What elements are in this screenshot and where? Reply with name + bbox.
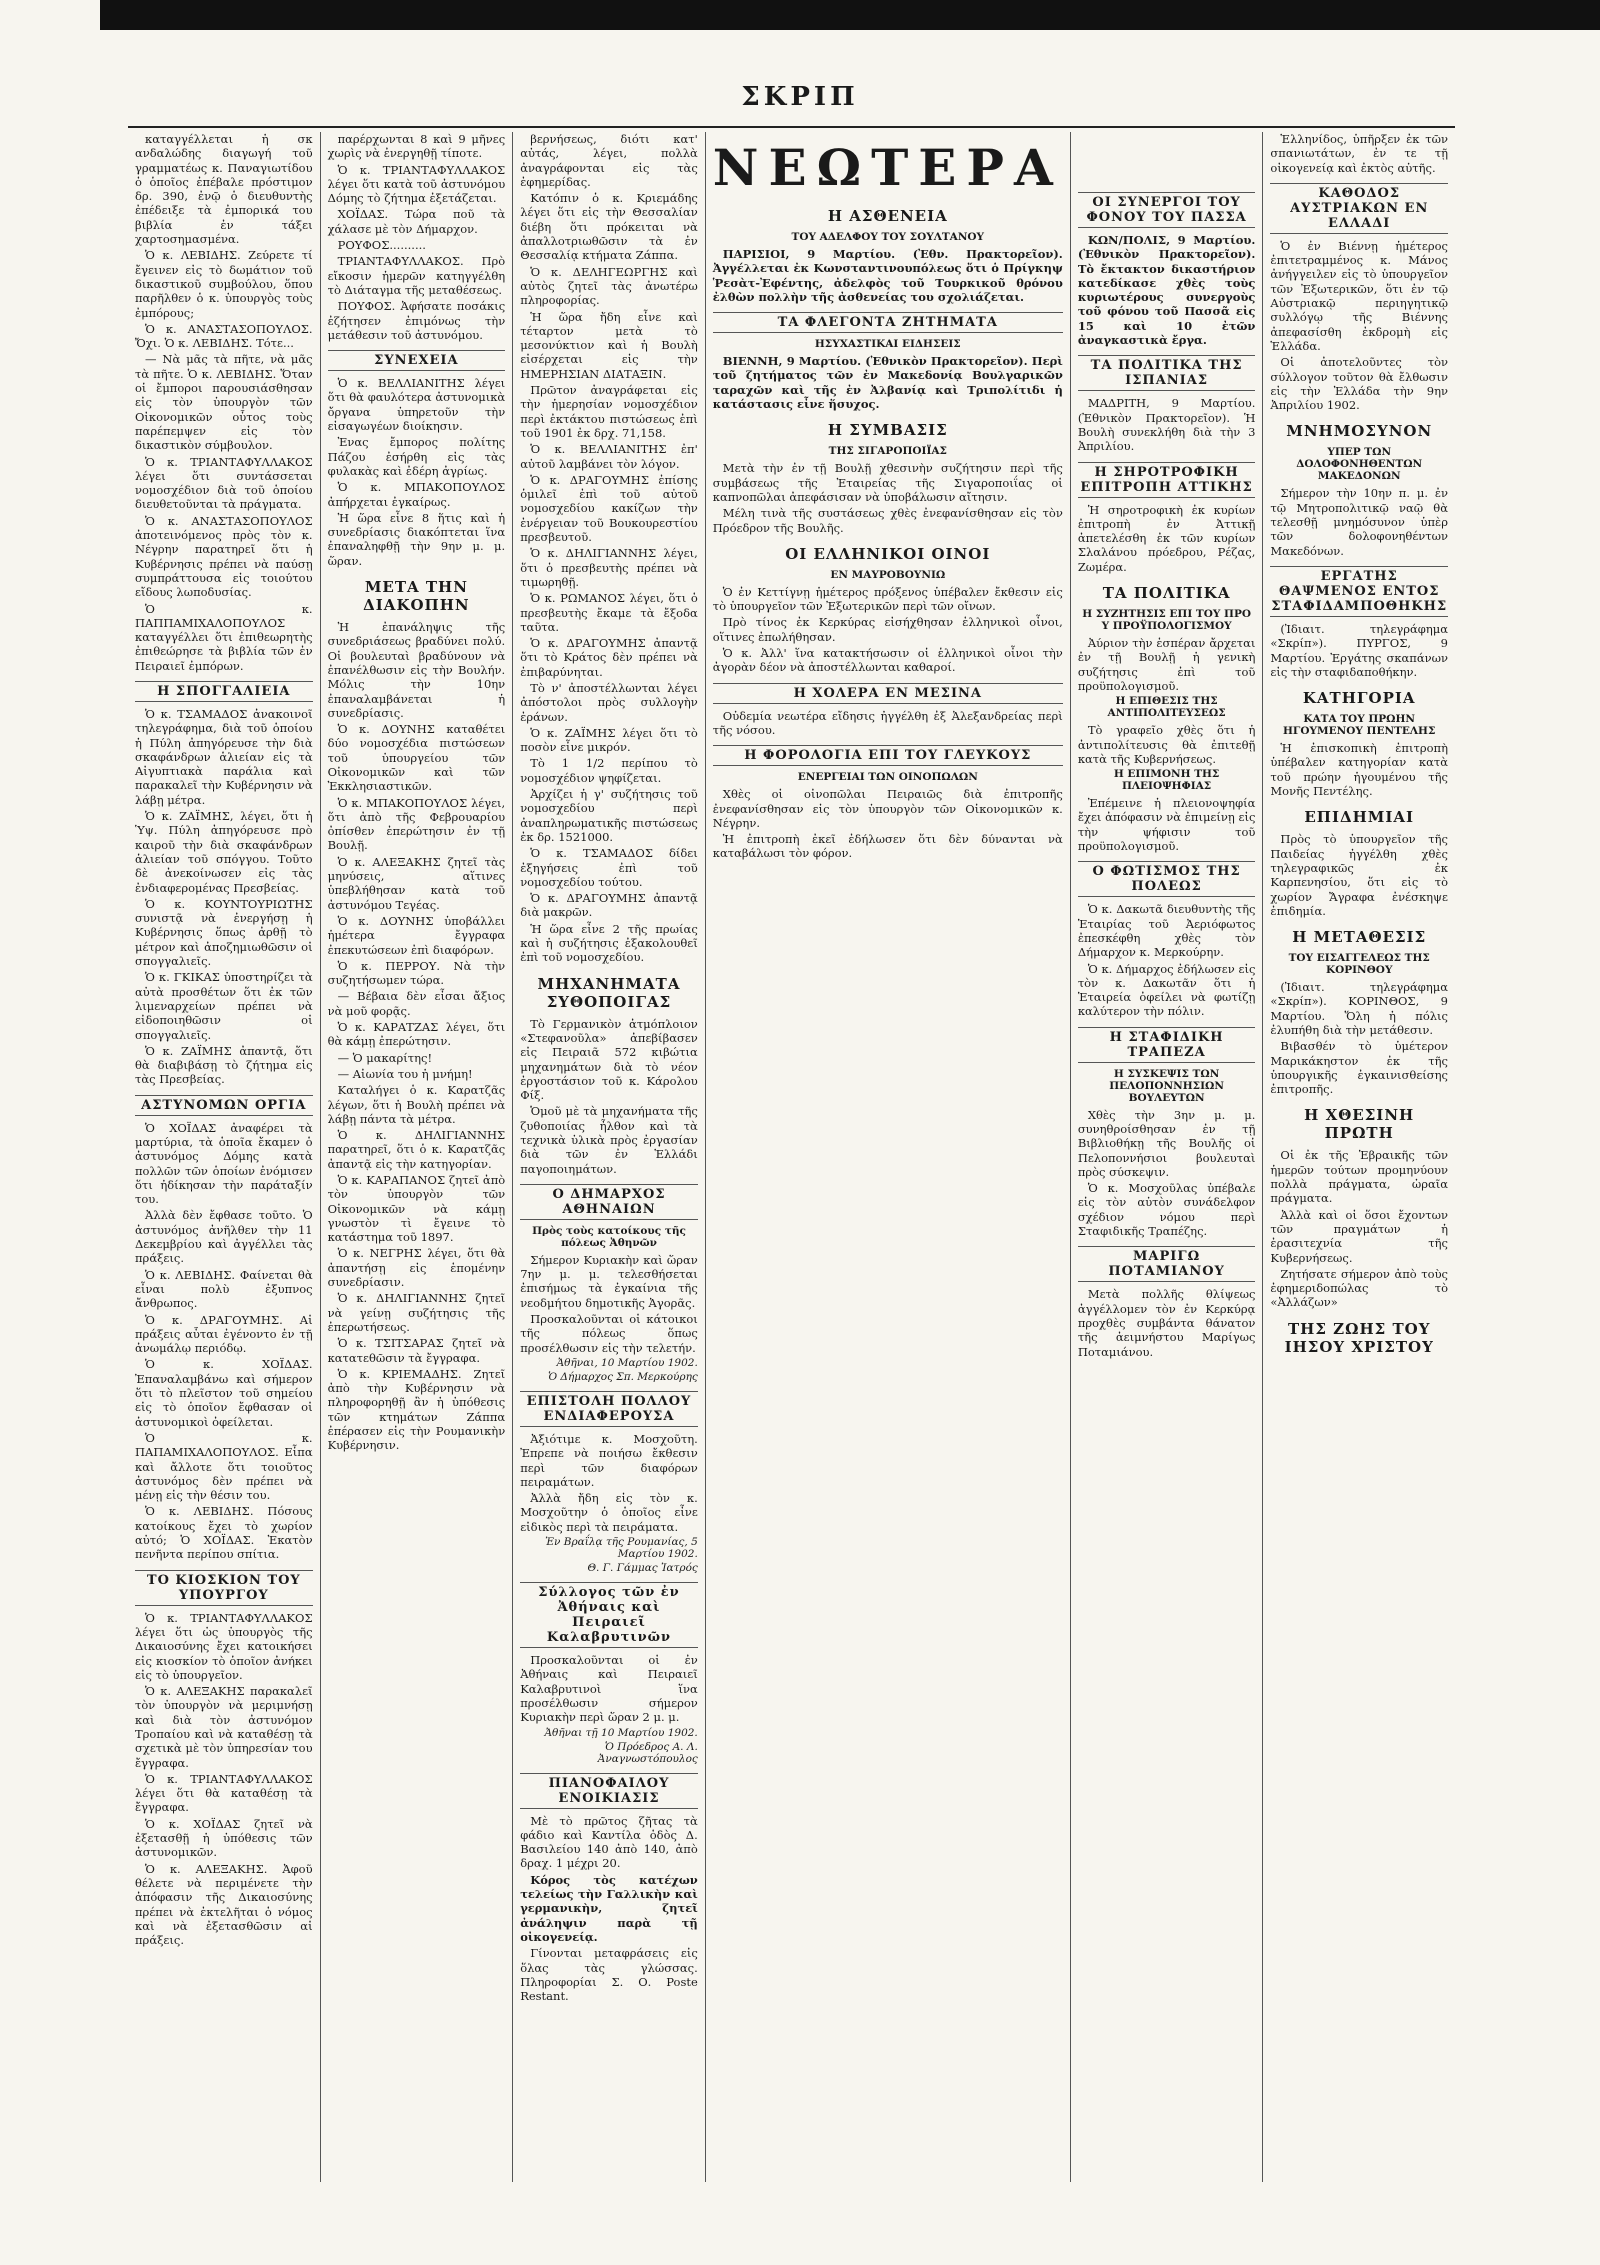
paragraph: Ὁ κ. ΠΑΠΠΑΜΙΧΑΛΟΠΟΥΛΟΣ καταγγέλλει ὅτι ἐπιθεωρητὴς ἐπιθεώρησε τὰ βιβλία τῶν ἐν Πειραιεῖ ἐμπόρων. — [135, 601, 313, 673]
paragraph: Τὸ 1 1/2 περίπου τὸ νομοσχέδιον ψηφίζεται. — [520, 756, 698, 785]
section-heading: Ο ΦΩΤΙΣΜΟΣ ΤΗΣ ΠΟΛΕΩΣ — [1078, 861, 1256, 897]
paragraph: Ὁ κ. ΤΣΑΜΑΔΟΣ δίδει ἐξηγήσεις ἐπὶ τοῦ νομοσχεδίου τούτου. — [520, 846, 698, 889]
paragraph: — Βέβαια δὲν εἶσαι ἄξιος νὰ μοῦ φορᾷς. — [327, 989, 506, 1018]
section-heading: ΜΗΧΑΝΗΜΑΤΑ ΣΥΘΟΠΟΙΓΑΣ — [537, 974, 681, 1011]
paragraph: Πρὸ τίνος ἐκ Κερκύρας εἰσήχθησαν ἑλληνικοὶ οἶνοι, οἵτινες ἐπωλήθησαν. — [712, 615, 1063, 644]
subheading: ΚΑΤΑ ΤΟΥ ΠΡΩΗΝ ΗΓΟΥΜΕΝΟΥ ΠΕΝΤΕΛΗΣ — [1283, 713, 1436, 738]
paragraph: Ὁ κ. ΝΕΓΡΗΣ λέγει, ὅτι θὰ ἀπαντήσῃ εἰς ἑπομένην συνεδρίασιν. — [327, 1246, 506, 1290]
paragraph: Βιβασθέν τὸ ὑμέτερον Μαρικάκηστον ἐκ τῆς ὑπουργικῆς ἐγκαινισθείσης ἐπιτροπῆς. — [1270, 1039, 1448, 1097]
section-heading: ΕΠΙΣΤΟΛΗ ΠΟΛΛΟΥ ΕΝΔΙΑΦΕΡΟΥΣΑ — [520, 1391, 698, 1427]
subheading: Πρὸς τοὺς κατοίκους τῆς πόλεως Ἀθηνῶν — [532, 1224, 686, 1249]
paragraph: Πρὸς τὸ ὑπουργεῖον τῆς Παιδείας ἠγγέλθη χθὲς τηλεγραφικῶς ἐκ Καρπενησίου, ὅτι εἰς τὸ χωρίον Ἄγραφα ἐνέσκηψε ἐπιδημία. — [1270, 832, 1448, 918]
paragraph: Μέλη τινὰ τῆς συστάσεως χθὲς ἐνεφανίσθησαν εἰς τὸν Πρόεδρον τῆς Βουλῆς. — [712, 506, 1063, 535]
dateline: Ἐν Βραΐλᾳ τῆς Ρουμανίας, 5 Μαρτίου 1902. — [545, 1536, 698, 1561]
paragraph: Χθὲς οἱ οἰνοπῶλαι Πειραιῶς διὰ ἐπιτροπῆς ἐνεφανίσθησαν εἰς τὸν ὑπουργὸν τῶν Οἰκονομικῶν κ. Νέγρην. — [712, 787, 1063, 830]
paragraph: Οὐδεμία νεωτέρα εἴδησις ἠγγέλθη ἐξ Ἀλεξανδρείας περὶ τῆς νόσου. — [712, 708, 1063, 737]
section-heading: ΤΑ ΦΛΕΓΟΝΤΑ ΖΗΤΗΜΑΤΑ — [713, 312, 1063, 333]
paragraph: Ὁ κ. ΑΛΕΞΑΚΗΣ ζητεῖ τὰς μηνύσεις, αἵτινες ὑπεβλήθησαν κατὰ τοῦ ἀστυνόμου Τεγέας. — [327, 854, 506, 912]
paragraph: Ἀλλὰ ἤδη εἰς τὸν κ. Μοσχοῦτην ὁ ὁποῖος εἶνε εἰδικὸς περὶ τὰ πειράματα. — [520, 1491, 698, 1534]
section-heading: Η ΣΤΑΦΙΔΙΚΗ ΤΡΑΠΕΖΑ — [1078, 1027, 1256, 1063]
columns — [128, 132, 1455, 2182]
paragraph: (Ἰδιαιτ. τηλεγράφημα «Σκρίπ»). ΠΥΡΓΟΣ, 9 Μαρτίου. Ἐργάτης σκαπάνων εἰς τὴν σταφιδαποθήκην. — [1270, 621, 1448, 679]
paragraph: Ὁ κ. ΧΟΪΔΑΣ ζητεῖ νὰ ἐξετασθῇ ἡ ὑπόθεσις τῶν ἀστυνομικῶν. — [135, 1816, 313, 1860]
paragraph: Ὁ κ. ΜΠΑΚΟΠΟΥΛΟΣ λέγει, ὅτι ἀπὸ τῆς Φεβρουαρίου ὀπίσθεν ἐπερώτησιν ἐν τῇ Βουλῇ. — [327, 795, 506, 853]
paragraph: Ὁ κ. ΠΕΡΡΟΥ. Νὰ τὴν συζητήσωμεν τώρα. — [327, 958, 506, 988]
paragraph: Μετὰ πολλῆς θλίψεως ἀγγέλλομεν τὸν ἐν Κερκύρᾳ προχθὲς συμβάντα θάνατον τῆς ἀειμνήστου Μαρίγως Ποταμιάνου. — [1077, 1287, 1256, 1359]
paragraph: ΒΙΕΝΝΗ, 9 Μαρτίου. (Ἐθνικὸν Πρακτορεῖον). Περὶ τοῦ ζητήματος τῶν ἐν Μακεδονίᾳ Βουλγαρικῶν ταραχῶν καὶ τῆς ἐν Ἀλβανίᾳ καὶ Τριπολίτιδι ἡ κατάστασις εἶνε ἥσυχος. — [712, 354, 1063, 412]
paragraph: Ὁ ΧΟΪΔΑΣ ἀναφέρει τὰ μαρτύρια, τὰ ὁποῖα ἔκαμεν ὁ ἀστυνόμος Δόμης κατὰ πολλῶν τῶν ὁποίων ἐνόμισεν ὅτι ἠδίκησαν τὴν παράταξίν του. — [135, 1120, 313, 1207]
paragraph: Ὁ κ. ΑΝΑΣΤΑΣΟΠΟΥΛΟΣ. Ὄχι. Ὁ κ. ΛΕΒΙΔΗΣ. Τότε... — [135, 321, 313, 351]
paragraph: Οἱ ἀποτελοῦντες τὸν σύλλογον τοῦτον θὰ ἔλθωσιν εἰς τὴν Ἑλλάδα τὴν 9ην Ἀπριλίου 1902. — [1270, 355, 1448, 413]
paragraph: Ἡ ἐπισκοπικὴ ἐπιτροπὴ ὑπέβαλεν κατηγορίαν κατὰ τοῦ πρώην ἡγουμένου τῆς Μονῆς Πεντέλης. — [1270, 741, 1448, 799]
section-heading: Η ΣΠΟΓΓΑΛΙΕΙΑ — [135, 681, 313, 702]
header-rule — [128, 126, 1455, 128]
subheading: ΕΝ ΜΑΥΡΟΒΟΥΝΙΩ — [830, 568, 946, 581]
paragraph: ΠΟΥΦΟΣ. Ἀφήσατε ποσάκις ἐζήτησεν ἐπιμόνως τὴν μετάθεσιν τοῦ ἀστυνόμου. — [327, 299, 506, 342]
paragraph: Ἡ ὥρα εἶνε 2 τῆς πρωίας καὶ ἡ συζήτησις ἐξακολουθεῖ ἐπὶ τοῦ νομοσχεδίου. — [520, 921, 698, 965]
section-heading: ΜΕΤΑ ΤΗΝ ΔΙΑΚΟΠΗΝ — [363, 578, 470, 615]
section-heading: ΤΑ ΠΟΛΙΤΙΚΑ ΤΗΣ ΙΣΠΑΝΙΑΣ — [1078, 355, 1256, 391]
section-heading: ΕΡΓΑΤΗΣ ΘΑΨΜΕΝΟΣ ΕΝΤΟΣ ΣΤΑΦΙΔΑΜΠΟΘΗΚΗΣ — [1270, 566, 1448, 617]
paragraph: Ὁ κ. ΒΕΛΛΙΑΝΙΤΗΣ ἐπ' αὐτοῦ λαμβάνει τὸν λόγον. — [520, 442, 698, 471]
section-heading: ΜΝΗΜΟΣΥΝΟΝ — [1286, 422, 1433, 441]
paragraph: βερνήσεως, διότι κατ' αὐτάς, λέγει, πολλὰ ἀναγράφονται εἰς τὰς ἐφημερίδας. — [520, 132, 698, 189]
section-heading: ΚΑΤΗΓΟΡΙΑ — [1302, 689, 1416, 708]
subheading: Η ΕΠΙΜΟΝΗ ΤΗΣ ΠΛΕΙΟΨΗΦΙΑΣ — [1113, 768, 1220, 793]
paragraph: Προσκαλοῦνται οἱ ἐν Ἀθήναις καὶ Πειραιεῖ Καλαβρυτινοὶ ἵνα προσέλθωσιν σήμερον Κυριακὴν περὶ ὥραν 2 μ. μ. — [520, 1653, 698, 1725]
section-heading: Η ΧΟΛΕΡΑ ΕΝ ΜΕΣΙΝΑ — [713, 683, 1063, 704]
paragraph: Ὁ κ. ΑΝΑΣΤΑΣΟΠΟΥΛΟΣ ἀποτεινόμενος πρὸς τὸν κ. Νέγρην παρατηρεῖ ὅτι ἡ Κυβέρνησις πρέπει νὰ παύσῃ συμπράττουσα εἰς τοιούτου εἴδους λωποδυσίας. — [135, 513, 313, 600]
paragraph: (Ἰδιαιτ. τηλεγράφημα «Σκρίπ»). ΚΟΡΙΝΘΟΣ, 9 Μαρτίου. Ὅλη ἡ πόλις ἐλυπήθη διὰ τὴν μετάθεσιν. — [1270, 980, 1448, 1037]
paragraph: Ὁ κ. ΤΡΙΑΝΤΑΦΥΛΛΑΚΟΣ λέγει ὅτι κατὰ τοῦ ἀστυνόμου Δόμης τὸ ζήτημα ἐξετάζεται. — [327, 162, 506, 206]
section-heading: Σύλλογος τῶν ἐν Ἀθήναις καὶ Πειραιεῖ Καλαβρυτινῶν — [520, 1582, 698, 1648]
signature: Θ. Γ. Γάμμας Ἰατρός — [587, 1562, 698, 1575]
paragraph: ΤΡΙΑΝΤΑΦΥΛΛΑΚΟΣ. Πρὸ εἴκοσιν ἡμερῶν κατηγγέλθη τὸ Διάταγμα τῆς μεταθέσεως. — [327, 254, 506, 297]
column-6 — [1263, 132, 1455, 2182]
paragraph: Ὁ κ. ΑΛΕΞΑΚΗΣ παρακαλεῖ τὸν ὑπουργὸν νὰ μεριμνήσῃ καὶ διὰ τὸν ἀστυνόμον Τροπαίου καὶ νὰ καταθέσῃ τὰ σχετικὰ μὲ τὸν ὑπηρεσίαν του ἔγγραφα. — [135, 1684, 313, 1770]
paragraph: Ἡ ὥρα εἶνε 8 ἥτις καὶ ἡ συνεδρίασις διακόπτεται ἵνα ἐπαναληφθῇ τὴν 9ην μ. μ. ὥραν. — [327, 510, 506, 568]
paragraph: Ὁ κ. ΚΑΡΑΤΖΑΣ λέγει, ὅτι θὰ κάμῃ ἐπερώτησιν. — [327, 1020, 506, 1049]
paragraph: Ἀλλὰ δὲν ἔφθασε τοῦτο. Ὁ ἀστυνόμος ἀνῆλθεν τὴν 11 Δεκεμβρίου καὶ ἀγγέλλει τὰς πράξεις. — [135, 1208, 313, 1266]
paragraph: Ἡ ἐπιτροπὴ ἐκεῖ ἐδήλωσεν ὅτι δὲν δύνανται νὰ καταβάλωσι τὸν φόρον. — [712, 832, 1063, 861]
paragraph: Τὸ ν' ἀποστέλλωνται λέγει ἀπόστολοι πρὸς συλλογὴν ἐράνων. — [520, 680, 698, 724]
paragraph: — Νὰ μᾶς τὰ πῆτε, νὰ μᾶς τὰ πῆτε. Ὁ κ. ΛΕΒΙΔΗΣ. Ὅταν οἱ ἔμποροι παρουσιάσθησαν εἰς τὸν ὑπουργὸν τῶν Οἰκονομικῶν οὗτος τοὺς παρέπεμψεν εἰς τὸν δικαστικὸν σύμβουλον. — [135, 352, 313, 453]
news-title: ΝΕΩΤΕΡΑ — [712, 138, 1063, 197]
section-heading: Η ΧΘΕΣΙΝΗ ΠΡΩΤΗ — [1304, 1106, 1415, 1143]
paragraph: Ζητήσατε σήμερον ἀπὸ τοὺς ἐφημεριδοπώλας τὸ «Ἀλλάζων» — [1270, 1266, 1448, 1310]
paragraph: καταγγέλλεται ἡ σκ ανδαλώδης διαγωγή τοῦ γραμματέως κ. Παναγιωτίδου ὁ ὁποῖος ἐπέβαλε πρόστιμον δρ. 390, ἐνῷ ὁ διευθυντὴς ἐπέδειξε τὰ ἐμπορικά του βιβλία ἐν τάξει χαρτοσημασμένα. — [135, 132, 313, 247]
paragraph: Ὁ κ. ΛΕΒΙΔΗΣ. Φαίνεται θὰ εἶναι πολὺ ἐξυπνος ἄνθρωπος. — [135, 1267, 313, 1311]
section-heading: ΤΑ ΠΟΛΙΤΙΚΑ — [1102, 584, 1231, 603]
paragraph: Ὁ κ. ΤΡΙΑΝΤΑΦΥΛΛΑΚΟΣ λέγει ὅτι συντάσσεται νομοσχέδιον διὰ τοῦ ὁποίου διευθετοῦνται τὰ πράγματα. — [135, 454, 313, 512]
dateline: Ἀθῆναι τῇ 10 Μαρτίου 1902. — [544, 1726, 698, 1739]
paragraph: Μὲ τὸ πρῶτος ζῆτας τὰ φάδιο καὶ Καντίλα ὁδὸς Δ. Βασιλείου 140 ἀπὸ 140, ἀπὸ δραχ. 1 μέχρι 20. — [520, 1813, 698, 1871]
paragraph: παρέρχωνται 8 καὶ 9 μῆνες χωρὶς νὰ ἐνεργηθῇ τίποτε. — [327, 132, 506, 161]
paragraph: Ὁ ἐν Βιέννῃ ἡμέτερος ἐπιτετραμμένος κ. Μάνος ἀνήγγειλεν εἰς τὸ ὑπουργεῖον τῶν Ἐξωτερικῶν, ὅτι ἐν τῷ Αὐστριακῷ περιηγητικῷ συλλόγῳ τῆς Βιέννης ἀπεφασίσθη ἐκδρομὴ εἰς Ἑλλάδα. — [1270, 238, 1448, 353]
section-heading: ΚΑΘΟΔΟΣ ΑΥΣΤΡΙΑΚΩΝ ΕΝ ΕΛΛΑΔΙ — [1270, 183, 1448, 234]
paragraph: Ὁ κ. ΠΑΠΑΜΙΧΑΛΟΠΟΥΛΟΣ. Εἶπα καὶ ἄλλοτε ὅτι τοιοῦτος ἀστυνόμος δὲν πρέπει νὰ μένῃ εἰς τὴν θέσιν του. — [135, 1430, 313, 1503]
section-heading: ΤΟ ΚΙΟΣΚΙΟΝ ΤΟΥ ΥΠΟΥΡΓΟΥ — [135, 1570, 313, 1606]
signature: Ὁ Πρόεδρος Α. Λ. Ἀναγνωστόπουλος — [597, 1740, 698, 1765]
paragraph: Ὁ κ. ΓΚΙΚΑΣ ὑποστηρίζει τὰ αὐτὰ προσθέτων ὅτι ἐκ τῶν λιμεναρχείων πρέπει νὰ εἰδοποιηθῶσιν οἱ σπογγαλιεῖς. — [135, 970, 313, 1042]
paragraph: Μετὰ τὴν ἐν τῇ Βουλῇ χθεσινὴν συζήτησιν περὶ τῆς συμβάσεως τῆς Ἑταιρείας τῆς Σιγαροποιΐας οἱ καπνοπῶλαι ἀπεφάσισαν νὰ ὑποβάλωσιν αἴτησιν. — [712, 461, 1063, 504]
section-heading: ΜΑΡΙΓΩ ΠΟΤΑΜΙΑΝΟΥ — [1078, 1246, 1256, 1282]
paragraph: Προσκαλοῦνται οἱ κάτοικοι τῆς πόλεως ὅπως προσέλθωσιν εἰς τὴν τελετήν. — [520, 1312, 698, 1355]
paragraph: Ὁ κ. ΔΟΥΝΗΣ ὑποβάλλει ἡμέτερα ἔγγραφα ἐπεκυτώσεων ἐπὶ διαφόρων. — [327, 913, 506, 957]
paragraph: Ὁ κ. ΔΡΑΓΟΥΜΗΣ ἀπαντᾷ ὅτι τὸ Κράτος δὲν πρέπει νὰ ἐπιβαρύνηται. — [520, 636, 698, 679]
paragraph: Ἀξιότιμε κ. Μοσχοῦτη. Ἐπρεπε νὰ ποιήσω ἔκθεσιν περὶ τῶν διαφόρων πειραμάτων. — [520, 1431, 698, 1489]
paragraph: Ὁ κ. ΔΗΛΙΓΙΑΝΝΗΣ λέγει, ὅτι ὁ πρεσβευτὴς πρέπει νὰ τιμωρηθῇ. — [520, 546, 698, 589]
section-heading: Η ΣΗΡΟΤΡΟΦΙΚΗ ΕΠΙΤΡΟΠΗ ΑΤΤΙΚΗΣ — [1078, 462, 1256, 498]
paragraph: Ὁ κ. ΔΡΑΓΟΥΜΗΣ. Αἱ πράξεις αὗται ἐγένοντο ἐν τῇ ἀνωμάλῳ περιόδῳ. — [135, 1312, 313, 1356]
paragraph: Ἑλληνίδος, ὑπῆρξεν ἐκ τῶν σπανιωτάτων, ἐν τε τῇ οἰκογενείᾳ καὶ ἐκτὸς αὐτῆς. — [1270, 132, 1448, 175]
paragraph: Ὁ κ. ΔΟΥΝΗΣ καταθέτει δύο νομοσχέδια πιστώσεων τοῦ ὑπουργείου τῶν Οἰκονομικῶν καὶ τῶν Ἐκκλησιαστικῶν. — [327, 722, 506, 794]
column-4 — [706, 132, 1071, 2182]
paragraph: Ἀλλὰ καὶ οἱ ὅσοι ἔχοντων τῶν πραγμάτων ἡ ἐρασιτεχνία τῆς Κυβερνήσεως. — [1270, 1207, 1448, 1265]
paragraph: Ὁ κ. Δακωτᾶ διευθυντὴς τῆς Ἑταιρίας τοῦ Ἀεριόφωτος ἐπεσκέφθη χθὲς τὸν Δήμαρχον κ. Μερκούρην. — [1077, 902, 1256, 960]
paragraph: Ὁ κ. ΤΡΙΑΝΤΑΦΥΛΛΑΚΟΣ λέγει ὅτι θὰ καταθέσῃ τὰ ἔγγραφα. — [135, 1771, 313, 1815]
paragraph: Ὁ κ. ΚΡΙΕΜΑΔΗΣ. Ζητεῖ ἀπὸ τὴν Κυβέρνησιν νὰ πληροφορηθῇ ἂν ἡ ὑπόθεσις τῶν κτημάτων Ζάππα ἐπέρασεν εἰς τὴν Ρουμανικὴν Κυβέρνησιν. — [327, 1366, 506, 1453]
paragraph: Ὁ κ. ΛΕΒΙΔΗΣ. Ζεύρετε τί ἔγεινεν εἰς τὸ δωμάτιον τοῦ δικαστικοῦ συμβούλου, ὅπου παρῆλθεν ὁ κ. ὑπουργὸς τοὺς ἐμπόρους; — [135, 248, 313, 320]
paragraph: Γίνονται μεταφράσεις εἰς ὅλας τὰς γλώσσας. Πληροφορίαι Σ. Ο. Poste Restant. — [520, 1946, 698, 2004]
masthead: ΣΚΡΙΠ — [741, 82, 859, 112]
section-heading: ΠΙΑΝΟΦΑΙΛΟΥ ΕΝΟΙΚΙΑΣΙΣ — [520, 1773, 698, 1809]
section-heading: ΤΗΣ ΖΩΗΣ ΤΟΥ ΙΗΣΟΥ ΧΡΙΣΤΟΥ — [1284, 1319, 1434, 1356]
paragraph: Ἡ ἐπανάληψις τῆς συνεδριάσεως βραδύνει πολύ. Οἱ βουλευταὶ βραδύνουν νὰ ἐπανέλθωσιν εἰς τὴν Βουλήν. Μόλις τὴν 10ην ἐπαναλαμβάνεται ἡ συνεδρίασις. — [327, 620, 506, 720]
section-heading: ΟΙ ΣΥΝΕΡΓΟΙ ΤΟΥ ΦΟΝΟΥ ΤΟΥ ΠΑΣΣΑ — [1078, 192, 1256, 228]
column-2 — [321, 132, 514, 2182]
section-heading: ΕΠΙΔΗΜΙΑΙ — [1304, 808, 1415, 827]
paragraph: Ἐπέμεινε ἡ πλειονοψηφία ἔχει ἀπόφασιν νὰ ἐπιμείνῃ εἰς τὴν ψήφισιν τοῦ προϋπολογισμοῦ. — [1077, 796, 1256, 854]
paragraph: Ὁ κ. Μοσχοῦλας ὑπέβαλε εἰς τὸν αὐτὸν συνάδελφον σχέδιον νόμου περὶ Σταφιδικῆς Τραπέζης. — [1077, 1181, 1256, 1239]
column-1 — [128, 132, 321, 2182]
paragraph: Ἐνας ἔμπορος πολίτης Πάζου ἐσήρθη εἰς τὰς φυλακὰς καὶ ἐδέρη ἀγρίως. — [327, 435, 506, 478]
paragraph: Καταλήγει ὁ κ. Καρατζᾶς λέγων, ὅτι ἡ Βουλὴ πρέπει νὰ λάβῃ πάντα τὰ μέτρα. — [327, 1083, 506, 1126]
paragraph: Ὁ κ. ΑΛΕΞΑΚΗΣ. Ἀφοῦ θέλετε νὰ περιμένετε τὴν ἀπόφασιν τῆς Δικαιοσύνης πρέπει νὰ ἐκτελῆται ὁ νόμος καὶ νὰ ἐξετασθῶσιν αἱ πράξεις. — [135, 1861, 313, 1948]
paragraph: Ὁ κ. ΜΠΑΚΟΠΟΥΛΟΣ ἀπήρχεται ἐγκαίρως. — [327, 480, 506, 509]
paragraph: ΡΟΥΦΟΣ.......... — [337, 238, 426, 253]
paragraph: Ὁ κ. ΖΑΪΜΗΣ ἀπαντᾷ, ὅτι θὰ διαβιβάσῃ τὸ ζήτημα εἰς τὰς Πρεσβείας. — [135, 1043, 313, 1087]
paragraph: Ὁ κ. ΚΑΡΑΠΑΝΟΣ ζητεῖ ἀπὸ τὸν ὑπουργὸν τῶν Οἰκονομικῶν νὰ κάμῃ γνωστὸν τὶ ἔγεινε τὸ κατάστημα τοῦ 1897. — [327, 1173, 506, 1245]
subheading: ΤΟΥ ΕΙΣΑΓΓΕΛΕΩΣ ΤΗΣ ΚΟΡΙΝΘΟΥ — [1288, 952, 1430, 977]
paragraph: Σήμερον Κυριακὴν καὶ ὥραν 7ην μ. μ. τελεσθήσεται ἐπισήμως τὰ ἐγκαίνια τῆς νεοδμήτου δημοτικῆς Ἀγορᾶς. — [520, 1252, 698, 1310]
subheading: ΕΝΕΡΓΕΙΑΙ ΤΩΝ ΟΙΝΟΠΩΛΩΝ — [797, 771, 978, 784]
subheading: ΤΟΥ ΑΔΕΛΦΟΥ ΤΟΥ ΣΟΥΛΤΑΝΟΥ — [791, 231, 985, 243]
paragraph: Ὁ ἐν Κεττίγνῃ ἡμέτερος πρόξενος ὑπέβαλεν ἔκθεσιν εἰς τὸ ὑπουργεῖον τῶν Ἐξωτερικῶν περὶ τῶν οἴνων. — [712, 584, 1063, 614]
paragraph: Ὁ κ. ΖΑΪΜΗΣ, λέγει, ὅτι ἡ Ὑψ. Πύλη ἀπηγόρευσε πρὸ καιροῦ τὴν διὰ σκαφάνδρων ἁλιείαν τοῦ σπόγγου. Τοῦτο δὲ ἀνεκοίνωσεν εἰς τὰς ἐνδιαφερομένας Πρεσβείας. — [135, 809, 313, 895]
section-heading: Ο ΔΗΜΑΡΧΟΣ ΑΘΗΝΑΙΩΝ — [520, 1184, 698, 1220]
signature: Ὁ Δήμαρχος Σπ. Μερκούρης — [548, 1370, 698, 1383]
paragraph: Σήμερον τὴν 10ην π. μ. ἐν τῷ Μητροπολιτικῷ ναῷ θὰ τελεσθῇ μνημόσυνον ὑπὲρ τῶν δολοφονηθέντων Μακεδόνων. — [1270, 486, 1448, 558]
dateline: Ἀθῆναι, 10 Μαρτίου 1902. — [556, 1356, 698, 1369]
paragraph: Ἡ ὥρα ἤδη εἶνε καὶ τέταρτον μετὰ τὸ μεσονύκτιον καὶ ἡ Βουλὴ εἰσέρχεται εἰς τὴν ΗΜΕΡΗΣΙΑΝ ΔΙΑΤΑΞΙΝ. — [520, 309, 698, 381]
section-heading: Η ΑΣΘΕΝΕΙΑ — [827, 207, 948, 225]
section-heading: ΑΣΤΥΝΟΜΩΝ ΟΡΓΙΑ — [135, 1095, 313, 1116]
paragraph: Τὸ Γερμανικὸν ἀτμόπλοιον «Στεφανοῦλα» ἀπεβίβασεν εἰς Πειραιᾶ 572 κιβώτια μηχανημάτων διὰ τὸ νέον ἐργοστάσιον τοῦ κ. Κάρολου Φίξ. — [520, 1016, 698, 1103]
paragraph: Ὁ κ. Ἀλλ' ἵνα κατακτήσωσιν οἱ ἑλληνικοὶ οἶνοι τὴν ἀγορὰν δέον νὰ ἀποστέλλωνται καθαροί. — [712, 646, 1063, 675]
section-heading: ΟΙ ΕΛΛΗΝΙΚΟΙ ΟΙΝΟΙ — [785, 544, 991, 563]
paragraph: ΜΑΔΡΙΤΗ, 9 Μαρτίου. (Ἐθνικὸν Πρακτορεῖον). Ἡ Βουλὴ συνεκλήθη διὰ τὴν 3 Ἀπριλίου. — [1077, 396, 1256, 454]
paragraph: Ὁ κ. ΔΡΑΓΟΥΜΗΣ ἀπαντᾷ διὰ μακρῶν. — [520, 891, 698, 920]
paragraph: Ὁ κ. Δήμαρχος ἐδήλωσεν εἰς τὸν κ. Δακωτᾶν ὅτι ἡ Ἑταιρεία ὀφείλει νὰ φωτίζῃ καλύτερον τὴν πόλιν. — [1077, 961, 1256, 1019]
column-5 — [1071, 132, 1264, 2182]
paragraph: — Ὁ μακαρίτης! — [337, 1050, 433, 1065]
subheading: ΤΗΣ ΣΙΓΑΡΟΠΟΙΪΑΣ — [828, 445, 947, 458]
paragraph: ΠΑΡΙΣΙΟΙ, 9 Μαρτίου. (Ἐθν. Πρακτορεῖον). Ἀγγέλλεται ἐκ Κωνσταντινουπόλεως ὅτι ὁ Πρίγκηψ Ῥεσὰτ-Ἐφέντης, ἀδελφὸς τοῦ Τουρκικοῦ θρόνου ἐλθὼν πολλὴν τῆς ἀσθενείας του σχολιάζεται. — [712, 247, 1063, 304]
paragraph: Πρῶτον ἀναγράφεται εἰς τὴν ἡμερησίαν νομοσχέδιον περὶ ἐκτάκτου πιστώσεως ἐπὶ τοῦ 1901 ἐκ δρχ. 71,158. — [520, 383, 698, 440]
paragraph: Ὁ κ. ΧΟΪΔΑΣ. Ἐπαναλαμβάνω καὶ σήμερον ὅτι τὸ πλεῖστον τοῦ σημείου εἰς τὸ ὁποῖον ἔφθασαν οἱ ἀστυνομικοὶ ὀφείλεται. — [135, 1357, 313, 1429]
paragraph: Ὁ κ. ΤΣΑΜΑΔΟΣ ἀνακοινοῖ τηλεγράφημα, διὰ τοῦ ὁποίου ἡ Πύλη ἀπηγόρευσε τὴν διὰ σκαφάνδρων ἁλιείαν εἰς τὰ Αἰγυπτιακὰ παράλια καὶ παρακαλεῖ τὴν Κυβέρνησιν νὰ λάβῃ μέτρα. — [135, 706, 313, 807]
paragraph: Κατόπιν ὁ κ. Κριεμάδης λέγει ὅτι εἰς τὴν Θεσσαλίαν διέβη ὅτι πρόκειται νὰ ἀπαλλοτριωθῶσιν τὰ ἐν Θεσσαλίᾳ κτήματα Ζάππα. — [520, 191, 698, 263]
paragraph: Ὁ κ. ΔΡΑΓΟΥΜΗΣ ἐπίσης ὁμιλεῖ ἐπὶ τοῦ αὐτοῦ νομοσχεδίου κακίζων τὴν ἐνέργειαν τοῦ Βουκουρεστίου πρεσβευτοῦ. — [520, 472, 698, 545]
paragraph: ΧΟΪΔΑΣ. Τώρα ποῦ τὰ χάλασε μὲ τὸν Δήμαρχον. — [327, 207, 506, 236]
paragraph: Ὁ κ. ΖΑΪΜΗΣ λέγει ὅτι τὸ ποσὸν εἶνε μικρόν. — [520, 725, 698, 755]
paragraph: — Αἰωνία του ἡ μνήμη! — [337, 1066, 473, 1081]
paragraph: Ἡ σηροτροφικὴ ἐκ κυρίων ἐπιτροπὴ ἐν Ἀττικῇ ἀπετελέσθη ἐκ τῶν κυρίων Σλαλάνου πρόεδρου, Ρέζας, Ζωμέρα. — [1077, 502, 1256, 574]
subheading: ΗΣΥΧΑΣΤΙΚΑΙ ΕΙΔΗΣΕΙΣ — [814, 338, 961, 351]
paragraph: Ὁ κ. ΤΡΙΑΝΤΑΦΥΛΛΑΚΟΣ λέγει ὅτι ὡς ὑπουργὸς τῆς Δικαιοσύνης ἔχει κατοικήσει εἰς κιοσκίον τὸ ὁποῖον ἀνήκει εἰς τὸ ὑπουργεῖον. — [135, 1610, 313, 1682]
paragraph: ΚΩΝ/ΠΟΛΙΣ, 9 Μαρτίου. (Ἐθνικὸν Πρακτορεῖον). Τὸ ἔκτακτον δικαστήριον κατεδίκασε χθὲς τοὺς κυριωτέρους συνεργοὺς τοῦ φόνου τοῦ Πασσᾶ εἰς 15 καὶ 10 ἐτῶν ἀναγκαστικὰ ἔργα. — [1077, 233, 1256, 348]
column-3 — [513, 132, 706, 2182]
paragraph: Ὁ κ. ΔΕΛΗΓΕΩΡΓΗΣ καὶ αὐτὸς ζητεῖ τὰς ἀνωτέρω πληροφορίας. — [520, 264, 698, 308]
top-scan-bar — [100, 0, 1600, 30]
paragraph: Κόρος τὸς κατέχων τελείως τὴν Γαλλικὴν καὶ γερμανικὴν, ζητεῖ ἀνάληψιν παρὰ τῇ οἰκογενείᾳ. — [520, 1872, 698, 1944]
paragraph: Ὁ κ. ΛΕΒΙΔΗΣ. Πόσους κατοίκους ἔχει τὸ χωρίον αὐτό; Ὁ ΧΟΪΔΑΣ. Ἑκατὸν πενῆντα περίπου σπίτια. — [135, 1504, 313, 1562]
section-heading: Η ΜΕΤΑΘΕΣΙΣ — [1292, 928, 1427, 947]
paragraph: Ὁ κ. ΔΗΛΙΓΙΑΝΝΗΣ παρατηρεῖ, ὅτι ὁ κ. Καρατζᾶς ἀπαντᾷ εἰς τὴν κατηγορίαν. — [327, 1128, 506, 1171]
subheading: Η ΕΠΙΘΕΣΙΣ ΤΗΣ ΑΝΤΙΠΟΛΙΤΕΥΣΕΩΣ — [1107, 695, 1226, 720]
section-heading: Η ΦΟΡΟΛΟΓΙΑ ΕΠΙ ΤΟΥ ΓΛΕΥΚΟΥΣ — [713, 745, 1063, 766]
subheading: ΥΠΕΡ ΤΩΝ ΔΟΛΟΦΟΝΗΘΕΝΤΩΝ ΜΑΚΕΔΟΝΩΝ — [1296, 446, 1423, 483]
subheading: Η ΣΥΖΗΤΗΣΙΣ ΕΠΙ ΤΟΥ ΠΡΟ Υ ΠΡΟΫΠΟΛΟΓΙΣΜΟΥ — [1082, 608, 1251, 633]
paragraph: Ὁμοῦ μὲ τὰ μηχανήματα τῆς ζυθοποιίας ἦλθον καὶ τὰ τεχνικὰ ὑλικὰ πρὸς ἐργασίαν διὰ τῶν ἐν Ἑλλάδι παγοποιημάτων. — [520, 1104, 698, 1176]
paragraph: Ὁ κ. ΔΗΛΙΓΙΑΝΝΗΣ ζητεῖ νὰ γείνῃ συζήτησις τῆς ἐπερωτήσεως. — [327, 1291, 506, 1334]
paragraph: Ὁ κ. ΚΟΥΝΤΟΥΡΙΩΤΗΣ συνιστᾷ νὰ ἐνεργήσῃ ἡ Κυβέρνησις ὅπως ἀρθῇ τὸ μέτρον καὶ ἀποζημιωθῶσιν οἱ σπογγαλιεῖς. — [135, 896, 313, 969]
subheading: Η ΣΥΣΚΕΨΙΣ ΤΩΝ ΠΕΛΟΠΟΝΝΗΣΙΩΝ ΒΟΥΛΕΥΤΩΝ — [1109, 1067, 1224, 1104]
paragraph: Ὁ κ. ΤΣΙΤΣΑΡΑΣ ζητεῖ νὰ κατατεθῶσιν τὰ ἔγγραφα. — [327, 1336, 506, 1365]
paragraph: Ὁ κ. ΒΕΛΛΙΑΝΙΤΗΣ λέγει ὅτι θὰ φαυλότερα ἀστυνομικὰ ὄργανα ὑπηρετοῦν τὴν εἰσαγωγέων διοίκησιν. — [327, 376, 506, 434]
paragraph: Οἱ ἐκ τῆς Ἑβραικῆς τῶν ἡμερῶν τούτων προμηνύουν πολλὰ πράγματα, ὡραῖα πράγματα. — [1270, 1148, 1448, 1206]
paragraph: Τὸ γραφεῖο χθὲς ὅτι ἡ ἀντιπολίτευσις θὰ ἐπιτεθῇ κατὰ τῆς Κυβερνήσεως. — [1077, 723, 1256, 766]
paragraph: Ἀύριον τὴν ἑσπέραν ἄρχεται ἐν τῇ Βουλῇ ἡ γενικὴ συζήτησις ἐπὶ τοῦ προϋπολογισμοῦ. — [1077, 636, 1256, 693]
paragraph: Ὁ κ. ΡΩΜΑΝΟΣ λέγει, ὅτι ὁ πρεσβευτὴς ἔκαμε τὰ ἔξοδα ταῦτα. — [520, 591, 698, 634]
paragraph: Χθὲς τὴν 3ην μ. μ. συνηθροίσθησαν ἐν τῇ Βιβλιοθήκῃ τῆς Βουλῆς οἱ Πελοποννήσιοι βουλευταὶ πρὸς σύσκεψιν. — [1077, 1107, 1256, 1179]
section-heading: ΣΥΝΕΧΕΙΑ — [328, 350, 506, 371]
paragraph: Ἀρχίζει ἡ γ' συζήτησις τοῦ νομοσχεδίου περὶ ἀναπληρωματικῆς πιστώσεως ἐκ δρ. 1521000. — [520, 787, 698, 844]
section-heading: Η ΣΥΜΒΑΣΙΣ — [827, 421, 948, 440]
